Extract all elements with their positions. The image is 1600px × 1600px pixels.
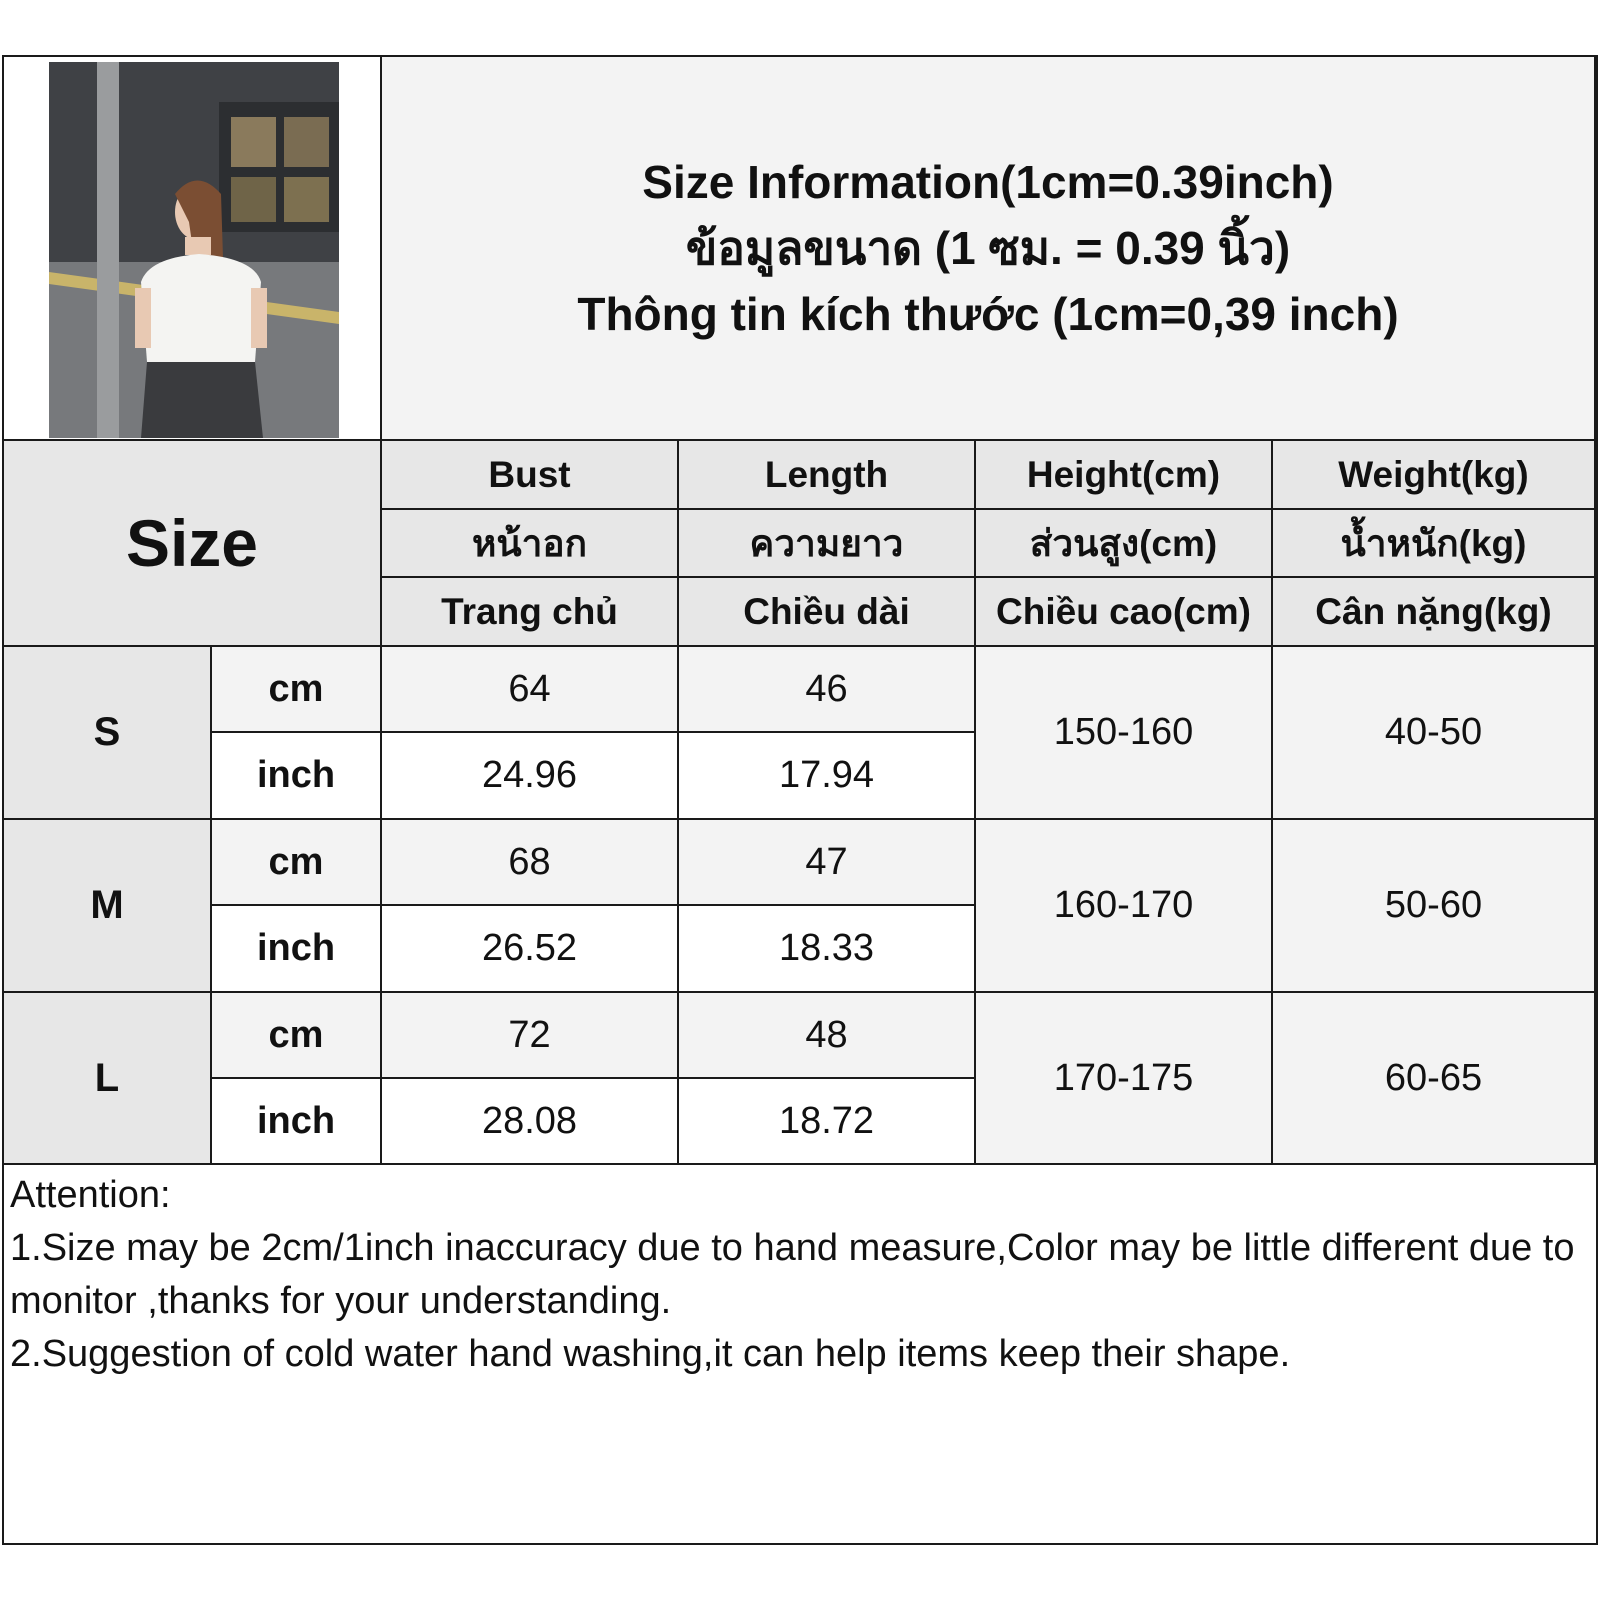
unit-cm: cm [212,820,382,906]
col-header-length-en: Length [679,441,976,510]
unit-cm: cm [212,993,382,1079]
table-cell-length-cm: 48 [679,993,976,1079]
table-cell-height: 160-170 [976,820,1273,993]
col-header-length-vi: Chiều dài [679,578,976,647]
unit-inch: inch [212,733,382,820]
title-block [382,57,1596,441]
title-english: Size Information(1cm=0.39inch) [642,156,1334,208]
table-cell-length-inch: 17.94 [679,733,976,820]
col-header-height-vi: Chiều cao(cm) [976,578,1273,647]
table-cell-height: 150-160 [976,647,1273,820]
attention-heading: Attention: [10,1174,171,1216]
table-cell-bust-cm: 72 [382,993,679,1079]
attention-note-1: 1.Size may be 2cm/1inch inaccuracy due to hand measure,Color may be little different due to monitor ,thanks for your understanding. [10,1227,1575,1322]
photo-cell [4,57,382,441]
col-header-bust-th: หน้าอก [382,510,679,578]
col-header-weight-th: น้ำหนัก(kg) [1273,510,1596,578]
table-cell-weight: 60-65 [1273,993,1596,1165]
size-chart-sheet [2,55,1598,1545]
size-label-s: S [4,647,212,820]
col-header-length-th: ความยาว [679,510,976,578]
col-header-bust-vi: Trang chủ [382,578,679,647]
size-header-cell [4,441,382,647]
table-cell-weight: 50-60 [1273,820,1596,993]
table-cell-bust-cm: 64 [382,647,679,733]
title-thai: ข้อมูลขนาด (1 ซม. = 0.39 นิ้ว) [685,222,1291,274]
table-cell-bust-cm: 68 [382,820,679,906]
table-cell-bust-inch: 24.96 [382,733,679,820]
col-header-bust-en: Bust [382,441,679,510]
table-cell-length-inch: 18.33 [679,906,976,993]
table-cell-height: 170-175 [976,993,1273,1165]
unit-inch: inch [212,906,382,993]
col-header-height-en: Height(cm) [976,441,1273,510]
table-cell-weight: 40-50 [1273,647,1596,820]
attention-notes [4,1165,1596,1543]
title-vietnamese: Thông tin kích thước (1cm=0,39 inch) [577,288,1399,340]
table-cell-length-cm: 46 [679,647,976,733]
size-header: Size [125,506,259,580]
table-cell-bust-inch: 28.08 [382,1079,679,1165]
unit-cm: cm [212,647,382,733]
col-header-weight-vi: Cân nặng(kg) [1273,578,1596,647]
table-cell-length-inch: 18.72 [679,1079,976,1165]
attention-note-2: 2.Suggestion of cold water hand washing,it can help items keep their shape. [10,1333,1291,1375]
table-cell-length-cm: 47 [679,820,976,906]
model-photo-image [49,62,339,438]
model-photo-icon [49,62,339,438]
col-header-height-th: ส่วนสูง(cm) [976,510,1273,578]
col-header-weight-en: Weight(kg) [1273,441,1596,510]
size-label-m: M [4,820,212,993]
size-label-l: L [4,993,212,1165]
unit-inch: inch [212,1079,382,1165]
table-cell-bust-inch: 26.52 [382,906,679,993]
